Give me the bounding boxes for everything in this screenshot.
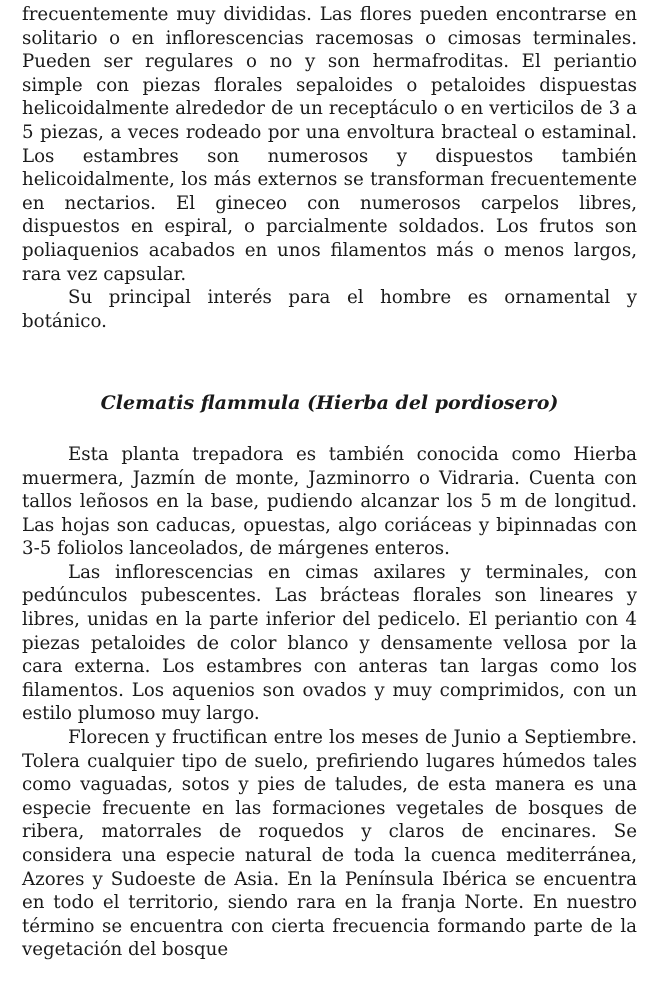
spacer — [22, 333, 637, 392]
section-paragraph-1: Esta planta trepadora es también conocida como Hierba muermera, Jazmín de monte, Jazminorro o Vidraria. Cuenta con tallos leñosos en la base, pudiendo alcanzar los 5 m de longitud. Las hojas son caducas, opuestas, algo coriáceas y bipinnadas con 3-5 foliolos lanceolados, de márgenes enteros. — [22, 443, 637, 560]
section-paragraph-2: Las inflorescencias en cimas axilares y terminales, con pedúnculos pubescentes. Las brácteas florales son lineares y libres, unidas en la parte inferior del pedicelo. El periantio con 4 piezas petaloides de color blanco y densamente vellosa por la cara externa. Los estambres con anteras tan largas como los filamentos. Los aquenios son ovados y muy comprimidos, con un estilo plumoso muy largo. — [22, 561, 637, 725]
intro-paragraph-1: frecuentemente muy divididas. Las flores pueden encontrarse en solitario o en inflorescencias racemosas o cimosas terminales. Pueden ser regulares o no y son hermafroditas. El periantio simple con piezas florales sepaloides o petaloides dispuestas helicoidalmente alrededor de un receptáculo o en verticilos de 3 a 5 piezas, a veces rodeado por una envoltura bracteal o estaminal. Los estambres son numerosos y dispuestos también helicoidalmente, los más externos se transforman frecuentemente en nectarios. El gineceo con numerosos carpelos libres, dispuestos en espiral, o parcialmente soldados. Los frutos son poliaquenios acabados en unos filamentos más o menos largos, rara vez capsular. — [22, 4, 637, 285]
intro-paragraph-2: Su principal interés para el hombre es ornamental y botánico. — [22, 287, 637, 332]
spacer — [22, 416, 637, 443]
section-heading: Clematis flammula (Hierba del pordiosero) — [100, 392, 559, 415]
section-paragraph-3: Florecen y fructifican entre los meses de Junio a Septiembre. Tolera cualquier tipo de suelo, prefiriendo lugares húmedos tales como vaguadas, sotos y pies de taludes, de esta manera es una especie frecuente en las formaciones vegetales de bosques de ribera, matorrales de roquedos y claros de encinares. Se considera una especie natural de toda la cuenca mediterránea, Azores y Sudoeste de Asia. En la Península Ibérica se encuentra en todo el territorio, siendo rara en la franja Norte. En nuestro término se encuentra con cierta frecuencia formando parte de la vegetación del bosque — [22, 727, 637, 961]
document-page — [22, 0, 637, 962]
